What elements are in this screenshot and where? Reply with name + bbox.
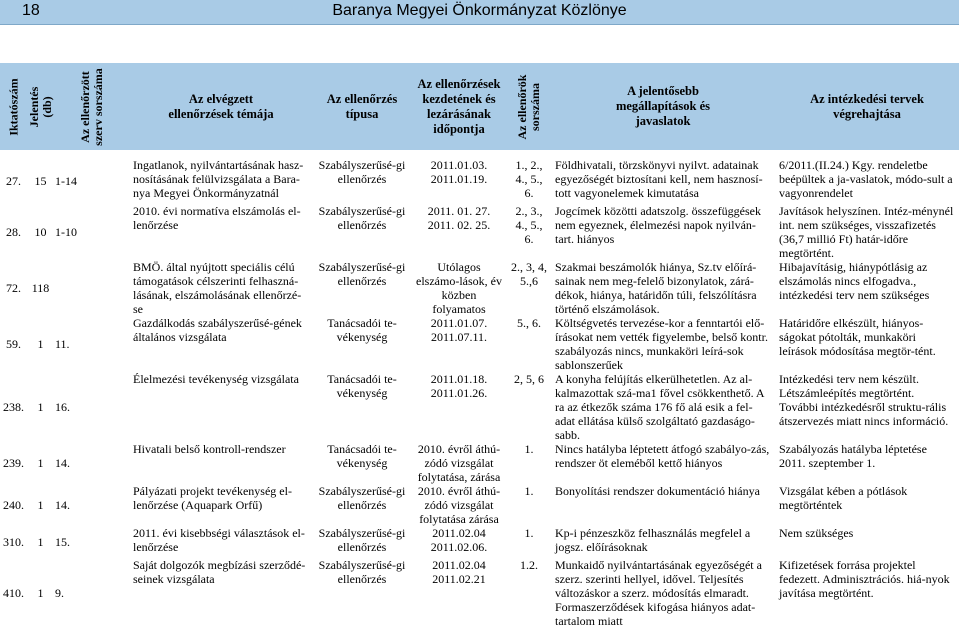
- row-szerv-sorszam: 1-10: [55, 225, 77, 239]
- row-tema: BMÖ. által nyújtott speciális célú támogatások célszerinti felhaszná-lásának, elszámolásának ellenőrzé-se: [133, 260, 302, 316]
- row-szerv-sorszam: 11.: [55, 337, 70, 351]
- table-row: [0, 260, 959, 316]
- row-intezkedes: Szabályozás hatályba léptetése 2011. szeptember 1.: [779, 442, 927, 470]
- row-iktatoszam: 72.: [6, 281, 21, 295]
- row-intezkedes: Nem szükséges: [779, 526, 854, 540]
- row-megallapitasok: Szakmai beszámolók hiánya, Sz.tv előírá-sainak nem meg-felelő bizonylatok, zárá-dékok, hiánya, határidőn túli, felszólításra történő elszámolások.: [555, 260, 757, 316]
- row-tipus: Szabályszerűsé-gi ellenőrzés: [318, 260, 406, 288]
- row-idopont: 2011. 01. 27. 2011. 02. 25.: [427, 204, 491, 232]
- table-row: [0, 484, 959, 526]
- row-idopont: 2011.02.04 2011.02.06.: [430, 526, 488, 554]
- row-jelentes-db: 118: [31, 281, 50, 295]
- row-iktatoszam: 59.: [6, 337, 21, 351]
- row-idopont: 2011.01.18. 2011.01.26.: [430, 372, 488, 400]
- row-tipus: Tanácsadói te-vékenység: [327, 372, 397, 400]
- row-tema: Élelmezési tevékenység vizsgálata: [133, 372, 299, 386]
- col-header-intezkedes: Az intézkedési tervek végrehajtása: [775, 63, 959, 150]
- row-ellenorok: 1.: [524, 484, 534, 498]
- col-header-jelentes: Jelentés (db): [27, 63, 54, 150]
- row-megallapitasok: Földhivatali, törzskönyvi nyilvt. adatainak egyezőségét biztosítani kell, nem hasznosí-tott vagyonelemek kimutatása: [555, 158, 763, 200]
- col-header-tema: Az elvégzett ellenőrzések témája: [129, 63, 313, 150]
- row-jelentes-db: 15: [34, 174, 47, 188]
- table-row: [0, 204, 959, 260]
- table-row: [0, 558, 959, 628]
- row-iktatoszam: 410.: [3, 586, 24, 600]
- row-iktatoszam: 27.: [6, 174, 21, 188]
- row-szerv-sorszam: 9.: [55, 586, 64, 600]
- row-szerv-sorszam: [54, 260, 129, 316]
- page-header: [0, 0, 959, 25]
- col-header-idopont: Az ellenőrzések kezdetének és lezárásának időpontja: [411, 63, 507, 150]
- col-header-megallapitasok: A jelentősebb megállapítások és javaslatok: [551, 63, 775, 150]
- row-intezkedes: Vizsgálat kében a pótlások megtörténtek: [779, 484, 908, 512]
- row-jelentes-db: 1: [37, 535, 44, 549]
- publication-title: Baranya Megyei Önkormányzat Közlönye: [332, 2, 627, 19]
- row-megallapitasok: Nincs hatályba léptetett átfogó szabályo-zás, rendszer öt eleméből kettő hiányos: [555, 442, 770, 470]
- row-idopont: 2011.01.07. 2011.07.11.: [430, 316, 488, 344]
- row-iktatoszam: 310.: [3, 535, 24, 549]
- col-header-tipus: Az ellenőrzés típusa: [313, 63, 411, 150]
- row-tipus: Szabályszerűsé-gi ellenőrzés: [318, 204, 406, 232]
- row-iktatoszam: 239.: [3, 456, 24, 470]
- row-iktatoszam: 28.: [6, 225, 21, 239]
- row-intezkedes: Határidőre elkészült, hiányos-ságokat pótolták, munkaköri leírások módosítása megtör-tént.: [779, 316, 936, 358]
- row-ellenorok: 1.: [524, 526, 534, 540]
- row-intezkedes: Intézkedési terv nem készült. Létszámleépítés megtörtént. További intézkedésről struktu-rális átszervezés miatt nincs információ.: [779, 372, 949, 428]
- row-iktatoszam: 240.: [3, 498, 24, 512]
- row-tipus: Szabályszerűsé-gi ellenőrzés: [318, 526, 406, 554]
- row-jelentes-db: 1: [37, 498, 44, 512]
- row-ellenorok: 1., 2., 4., 5., 6.: [515, 158, 543, 200]
- row-szerv-sorszam: 15.: [55, 535, 70, 549]
- row-tema: Saját dolgozók megbízási szerződé-seinek vizsgálata: [133, 558, 306, 586]
- row-intezkedes: Hibajavításig, hiánypótlásig az elszámolás nincs elfogadva., intézkedési terv nem szükséges: [779, 260, 930, 302]
- row-tema: Gazdálkodás szabályszerűsé-gének általános vizsgálata: [133, 316, 302, 344]
- table-row: [0, 372, 959, 442]
- inspection-table: [0, 63, 959, 628]
- row-intezkedes: 6/2011.(II.24.) Kgy. rendeletbe beépültek a ja-vaslatok, módo-sult a vagyonrendelet: [779, 158, 953, 200]
- table-row: [0, 442, 959, 484]
- row-megallapitasok: Bonyolítási rendszer dokumentáció hiánya: [555, 484, 760, 498]
- row-ellenorok: 2., 3, 4, 5.,6: [511, 260, 547, 288]
- row-tipus: Szabályszerűsé-gi ellenőrzés: [318, 558, 406, 586]
- row-szerv-sorszam: 14.: [55, 456, 70, 470]
- row-szerv-sorszam: 16.: [55, 400, 70, 414]
- row-tema: Pályázati projekt tevékenység el-lenőrzése (Aquapark Orfű): [133, 484, 292, 512]
- row-idopont: Utólagos elszámo-lások, év közben folyamatos: [416, 260, 502, 316]
- table-row: [0, 316, 959, 372]
- col-header-szerv-sorszam: Az ellenőrzött szerv sorszáma: [54, 63, 129, 150]
- row-idopont: 2011.02.04 2011.02.21: [432, 558, 486, 586]
- row-szerv-sorszam: 14.: [55, 498, 70, 512]
- row-tipus: Szabályszerűsé-gi ellenőrzés: [318, 158, 406, 186]
- row-tipus: Szabályszerűsé-gi ellenőrzés: [318, 484, 406, 512]
- col-header-iktatoszam: Iktatószám: [0, 63, 27, 150]
- row-megallapitasok: Kp-i pénzeszköz felhasználás megfelel a jogsz. előírásoknak: [555, 526, 751, 554]
- row-jelentes-db: 1: [37, 456, 44, 470]
- row-megallapitasok: Munkaidő nyilvántartásának egyezőségét a szerz. szerinti hellyel, idővel. Teljesítés változáskor a szerz. módosítás elmaradt. Formaszerződések kifogása hiányos adat-tartalom miatt: [555, 558, 762, 628]
- table-header-row: [0, 63, 959, 150]
- row-jelentes-db: 1: [37, 586, 44, 600]
- row-szerv-sorszam: 1-14: [55, 174, 77, 188]
- col-header-ellenorok: Az ellenőrök sorszáma: [507, 63, 551, 150]
- row-idopont: 2010. évről áthú-zódó vizsgálat folytatása, zárása: [417, 442, 501, 484]
- row-tipus: Tanácsadói te-vékenység: [327, 316, 397, 344]
- row-idopont: 2011.01.03. 2011.01.19.: [430, 158, 488, 186]
- row-tema: 2010. évi normatíva elszámolás el-lenőrzése: [133, 204, 301, 232]
- table-row: [0, 158, 959, 204]
- row-intezkedes: Kifizetések forrása projektel fedezett. Adminisztrációs. hiá-nyok javítása megtörtént.: [779, 558, 950, 600]
- table-row: [0, 526, 959, 558]
- row-ellenorok: 1.2.: [520, 558, 538, 572]
- row-jelentes-db: 1: [37, 400, 44, 414]
- row-ellenorok: 5., 6.: [517, 316, 541, 330]
- page-number: 18: [22, 2, 40, 19]
- row-ellenorok: 2., 3., 4., 5., 6.: [515, 204, 543, 246]
- row-megallapitasok: A konyha felújítás elkerülhetetlen. Az al-kalmazottak szá-ma1 fővel csökkenthető. A ra az étkezők száma 176 fő alá esik a fel-adat ellátása külső szolgáltató gazdaságo-sabb.: [555, 372, 764, 442]
- row-tema: 2011. évi kisebbségi választások el-lenőrzése: [133, 526, 305, 554]
- row-tipus: Tanácsadói te-vékenység: [327, 442, 397, 470]
- row-intezkedes: Javítások helyszínen. Intéz-ménynél int. nem szükséges, visszafizetés (36,7 millió Ft) határ-időre megtörtént.: [779, 204, 954, 260]
- row-jelentes-db: 10: [34, 225, 47, 239]
- row-iktatoszam: 238.: [3, 400, 24, 414]
- row-megallapitasok: Költségvetés tervezése-kor a fenntartói elő-írásokat nem vették figyelembe, belső kontr. szabályozás nincs, munkaköri leírá-sok sablonszerűek: [555, 316, 768, 372]
- row-idopont: 2010. évről áthú-zódó vizsgálat folytatása zárása: [417, 484, 501, 526]
- row-jelentes-db: 1: [37, 337, 44, 351]
- row-ellenorok: 2, 5, 6: [514, 372, 544, 386]
- row-megallapitasok: Jogcímek közötti adatszolg. összefüggések nem egyeznek, élelmezési napok nyilván-tart. hiányos: [555, 204, 761, 246]
- row-tema: Hivatali belső kontroll-rendszer: [133, 442, 286, 456]
- row-tema: Ingatlanok, nyilvántartásának hasz-nosításának felülvizsgálata a Bara-nya Megyei Önkormányzatnál: [133, 158, 304, 200]
- row-ellenorok: 1.: [524, 442, 534, 456]
